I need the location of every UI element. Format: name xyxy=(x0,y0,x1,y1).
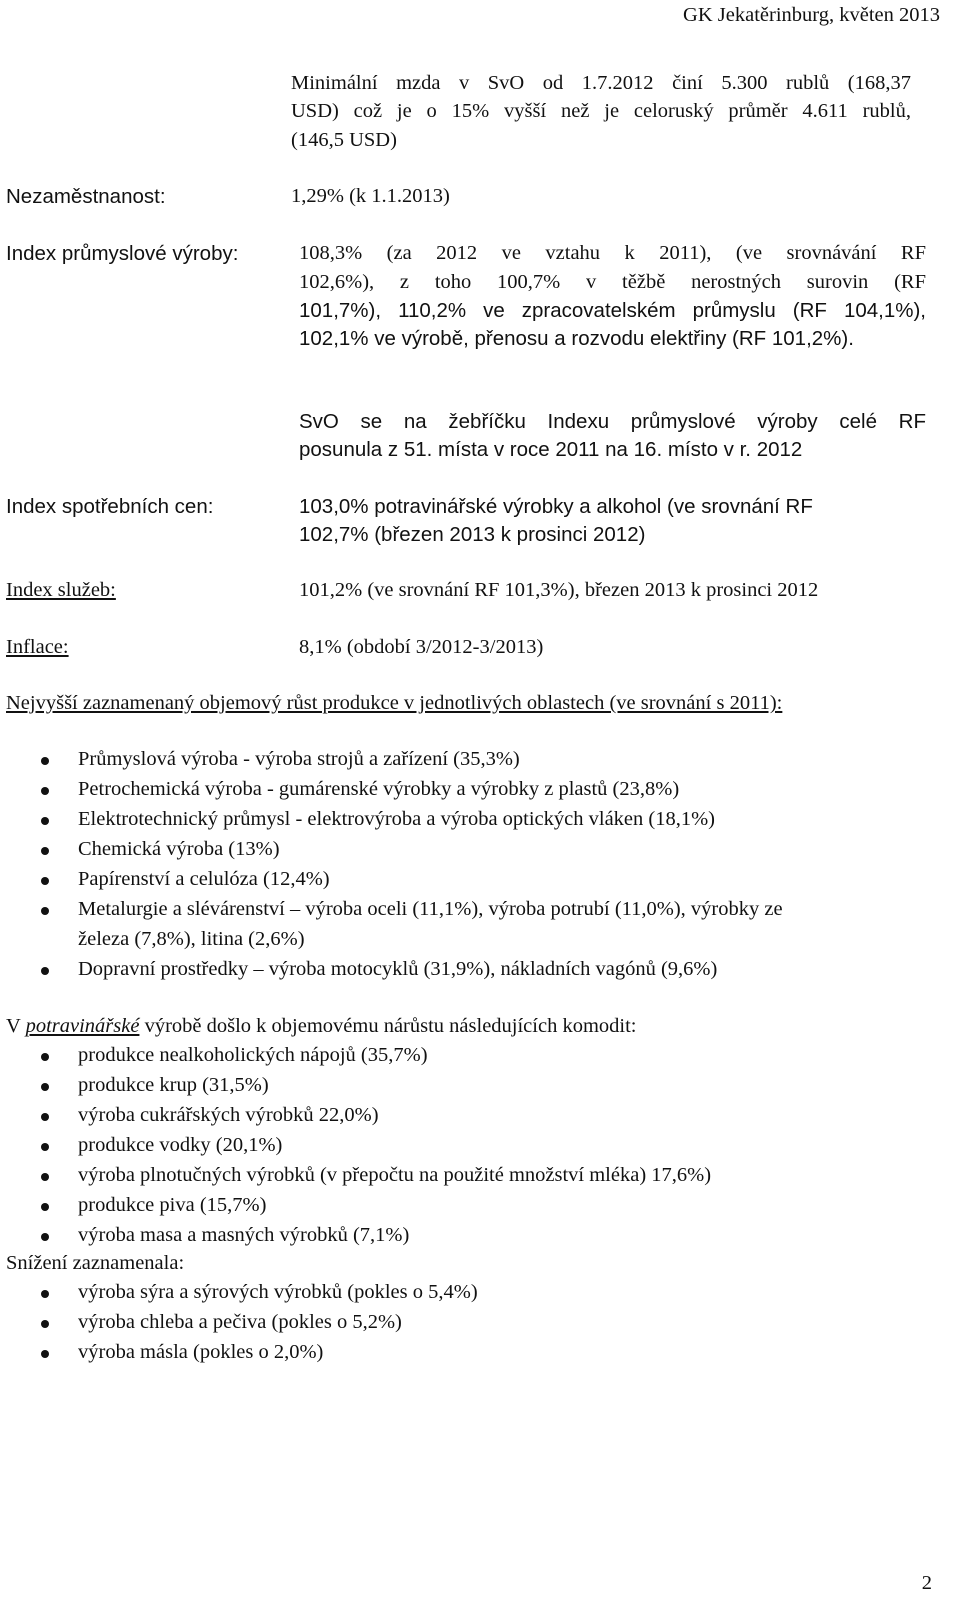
list-item-continuation: železa (7,8%), litina (2,6%) xyxy=(78,928,305,950)
list-item: výroba plnotučných výrobků (v přepočtu na použité množství mléka) 17,6%) xyxy=(78,1164,712,1186)
bullet-icon xyxy=(41,877,49,885)
ranking-line-2: posunula z 51. místa v roce 2011 na 16. místo v r. 2012 xyxy=(299,438,803,461)
growth-heading: Nejvyšší zaznamenaný objemový růst produkce v jednotlivých oblastech (ve srovnání s 2011): xyxy=(6,692,783,714)
food-intro-emphasis: potravinářské xyxy=(25,1015,140,1037)
services-label: Index služeb: xyxy=(6,579,116,601)
inflation-label: Inflace: xyxy=(6,636,69,658)
industry-line-4: 102,1% ve výrobě, přenosu a rozvodu elektřiny (RF 101,2%). xyxy=(299,327,854,350)
consumer-line-1: 103,0% potravinářské výrobky a alkohol (ve srovnání RF xyxy=(299,495,813,518)
bullet-icon xyxy=(41,757,49,765)
list-item: Petrochemická výroba - gumárenské výrobky a výrobky z plastů (23,8%) xyxy=(78,778,680,800)
list-item: produkce nealkoholických nápojů (35,7%) xyxy=(78,1044,428,1066)
industry-line-3: 101,7%), 110,2% ve zpracovatelském průmyslu (RF 104,1%), xyxy=(299,299,926,322)
bullet-icon xyxy=(41,1350,49,1358)
consumer-line-2: 102,7% (březen 2013 k prosinci 2012) xyxy=(299,523,646,546)
services-value: 101,2% (ve srovnání RF 101,3%), březen 2013 k prosinci 2012 xyxy=(299,579,819,601)
bullet-icon xyxy=(41,817,49,825)
food-intro-pre: V xyxy=(6,1015,26,1037)
bullet-icon xyxy=(41,1113,49,1121)
list-item: výroba másla (pokles o 2,0%) xyxy=(78,1341,324,1363)
bullet-icon xyxy=(41,907,49,915)
list-item: výroba sýra a sýrových výrobků (pokles o 5,4%) xyxy=(78,1281,478,1303)
list-item: Metalurgie a slévárenství – výroba oceli (11,1%), výroba potrubí (11,0%), výrobky ze xyxy=(78,898,783,920)
bullet-icon xyxy=(41,1290,49,1298)
list-item: Dopravní prostředky – výroba motocyklů (31,9%), nákladních vagónů (9,6%) xyxy=(78,958,718,980)
unemployment-label: Nezaměstnanost: xyxy=(6,185,166,208)
list-item: produkce krup (31,5%) xyxy=(78,1074,269,1096)
wage-line-2: USD) což je o 15% vyšší než je celoruský průměr 4.611 rublů, xyxy=(291,100,911,122)
list-item: Chemická výroba (13%) xyxy=(78,838,280,860)
list-item: Průmyslová výroba - výroba strojů a zařízení (35,3%) xyxy=(78,748,520,770)
wage-line-3: (146,5 USD) xyxy=(291,129,397,151)
consumer-label: Index spotřebních cen: xyxy=(6,495,214,518)
page-header-title: GK Jekatěrinburg, květen 2013 xyxy=(683,4,940,26)
bullet-icon xyxy=(41,1203,49,1211)
list-item: produkce vodky (20,1%) xyxy=(78,1134,283,1156)
industry-line-1: 108,3% (za 2012 ve vztahu k 2011), (ve srovnávání RF xyxy=(299,242,926,264)
bullet-icon xyxy=(41,1083,49,1091)
unemployment-value: 1,29% (k 1.1.2013) xyxy=(291,185,450,207)
list-item: Elektrotechnický průmysl - elektrovýroba a výroba optických vláken (18,1%) xyxy=(78,808,716,830)
bullet-icon xyxy=(41,967,49,975)
wage-line-1: Minimální mzda v SvO od 1.7.2012 činí 5.300 rublů (168,37 xyxy=(291,72,911,94)
list-item: výroba masa a masných výrobků (7,1%) xyxy=(78,1224,410,1246)
list-item: výroba chleba a pečiva (pokles o 5,2%) xyxy=(78,1311,402,1333)
industry-label: Index průmyslové výroby: xyxy=(6,242,239,265)
list-item: Papírenství a celulóza (12,4%) xyxy=(78,868,330,890)
ranking-line-1: SvO se na žebříčku Indexu průmyslové výroby celé RF xyxy=(299,410,926,433)
bullet-icon xyxy=(41,1053,49,1061)
bullet-icon xyxy=(41,1233,49,1241)
decrease-heading: Snížení zaznamenala: xyxy=(6,1252,185,1274)
bullet-icon xyxy=(41,1143,49,1151)
page-number: 2 xyxy=(921,1572,932,1594)
inflation-value: 8,1% (období 3/2012-3/2013) xyxy=(299,636,544,658)
bullet-icon xyxy=(41,1320,49,1328)
industry-line-2: 102,6%), z toho 100,7% v těžbě nerostných surovin (RF xyxy=(299,271,926,293)
bullet-icon xyxy=(41,847,49,855)
bullet-icon xyxy=(41,787,49,795)
list-item: produkce piva (15,7%) xyxy=(78,1194,267,1216)
food-intro-post: výrobě došlo k objemovému nárůstu následujících komodit: xyxy=(139,1015,637,1037)
food-intro xyxy=(6,1015,636,1038)
list-item: výroba cukrářských výrobků 22,0%) xyxy=(78,1104,379,1126)
bullet-icon xyxy=(41,1173,49,1181)
